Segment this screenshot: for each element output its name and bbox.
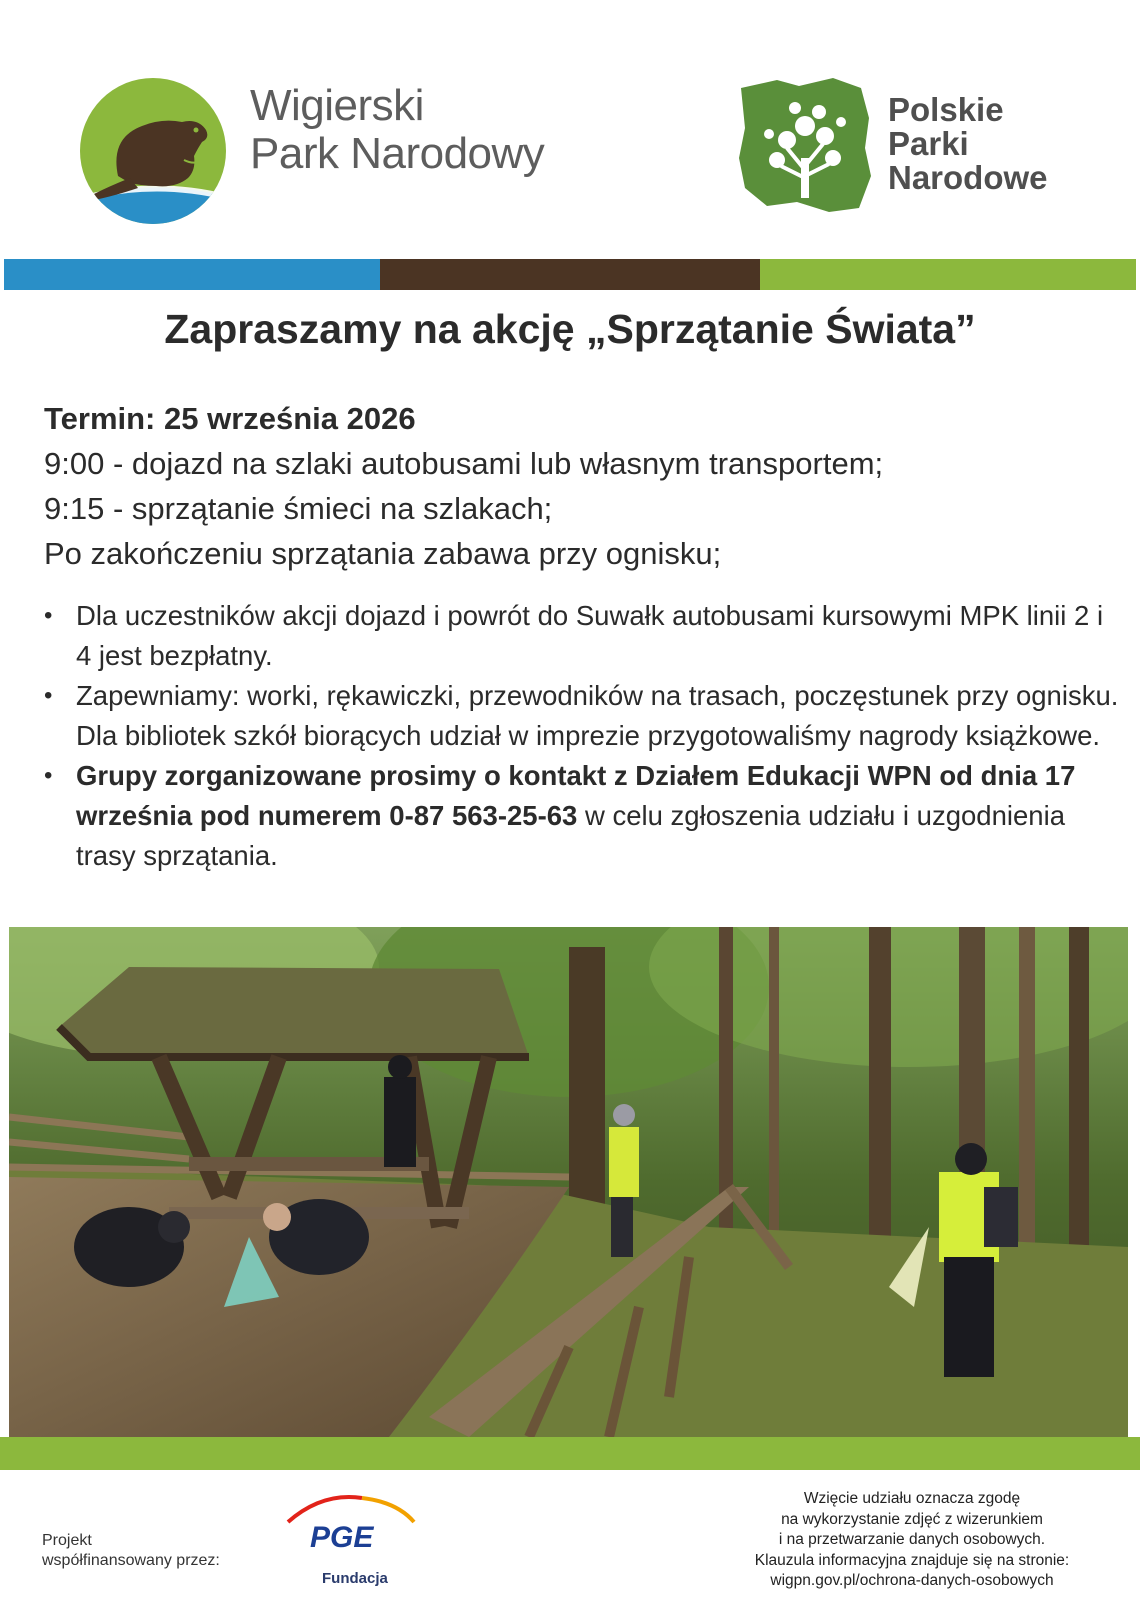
- poland-tree-logo-icon: [737, 78, 873, 214]
- cofinanced-line1: Projekt: [42, 1532, 92, 1549]
- consent-url: wigpn.gov.pl/ochrona-danych-osobowych: [770, 1572, 1054, 1589]
- list-item: [44, 676, 1124, 756]
- list-item-text: Zapewniamy: worki, rękawiczki, przewodników na trasach, poczęstunek przy ognisku. Dla bibliotek szkół biorących udział w imprezie przygotowaliśmy nagrody książkowe.: [76, 680, 1119, 751]
- stripe-blue: [4, 259, 380, 290]
- schedule-line-1: 9:00 - dojazd na szlaki autobusami lub własnym transportem;: [44, 446, 884, 481]
- forest-cleanup-photo: [9, 927, 1128, 1437]
- color-stripe: [4, 259, 1136, 290]
- ppn-name-line3: Narodowe: [888, 159, 1048, 196]
- list-item-text: w celu zgłoszenia udziału i uzgodnienia trasy sprzątania.: [76, 800, 1065, 871]
- national-parks-name: [888, 93, 1048, 195]
- pge-logo-text: PGE: [310, 1521, 374, 1552]
- cofinanced-line2: współfinansowany przez:: [42, 1552, 220, 1569]
- consent-line4: Klauzula informacyjna znajduje się na stronie:: [754, 1551, 1070, 1569]
- list-item-text: Dla uczestników akcji dojazd i powrót do Suwałk autobusami kursowymi MPK linii 2 i 4 jest bezpłatny.: [76, 600, 1104, 671]
- consent-notice: [732, 1489, 1092, 1592]
- park-name-line1: Wigierski: [250, 81, 424, 130]
- consent-line2: na wykorzystanie zdjęć z wizerunkiem: [781, 1510, 1043, 1528]
- cofinanced-label: [42, 1531, 220, 1571]
- park-name-line2: Park Narodowy: [250, 129, 545, 178]
- list-item: [44, 756, 1124, 876]
- list-item: [44, 596, 1124, 676]
- bottom-green-bar: [0, 1437, 1140, 1470]
- contact-info: Grupy zorganizowane prosimy o kontakt z Działem Edukacji WPN od dnia 17 września pod numerem 0-87 563-25-63: [76, 760, 1076, 831]
- ppn-name-line1: Polskie: [888, 91, 1004, 128]
- beaver-logo-icon: [80, 78, 226, 224]
- stripe-brown: [380, 259, 760, 290]
- info-list: [44, 596, 1124, 876]
- schedule-line-2: 9:15 - sprzątanie śmieci na szlakach;: [44, 491, 553, 526]
- consent-line1: Wzięcie udziału oznacza zgodę: [803, 1490, 1021, 1507]
- headline: Zapraszamy na akcję „Sprzątanie Świata”: [164, 306, 976, 352]
- consent-line3: i na przetwarzanie danych osobowych.: [778, 1531, 1046, 1548]
- pge-foundation-label: Fundacja: [322, 1570, 388, 1587]
- stripe-green: [760, 259, 1136, 290]
- ppn-name-line2: Parki: [888, 125, 969, 162]
- event-date: Termin: 25 września 2026: [44, 401, 416, 436]
- park-name: [250, 82, 544, 178]
- schedule-line-3: Po zakończeniu sprzątania zabawa przy ognisku;: [44, 536, 722, 571]
- pge-logo-icon: [282, 1492, 422, 1552]
- schedule: [44, 396, 1104, 576]
